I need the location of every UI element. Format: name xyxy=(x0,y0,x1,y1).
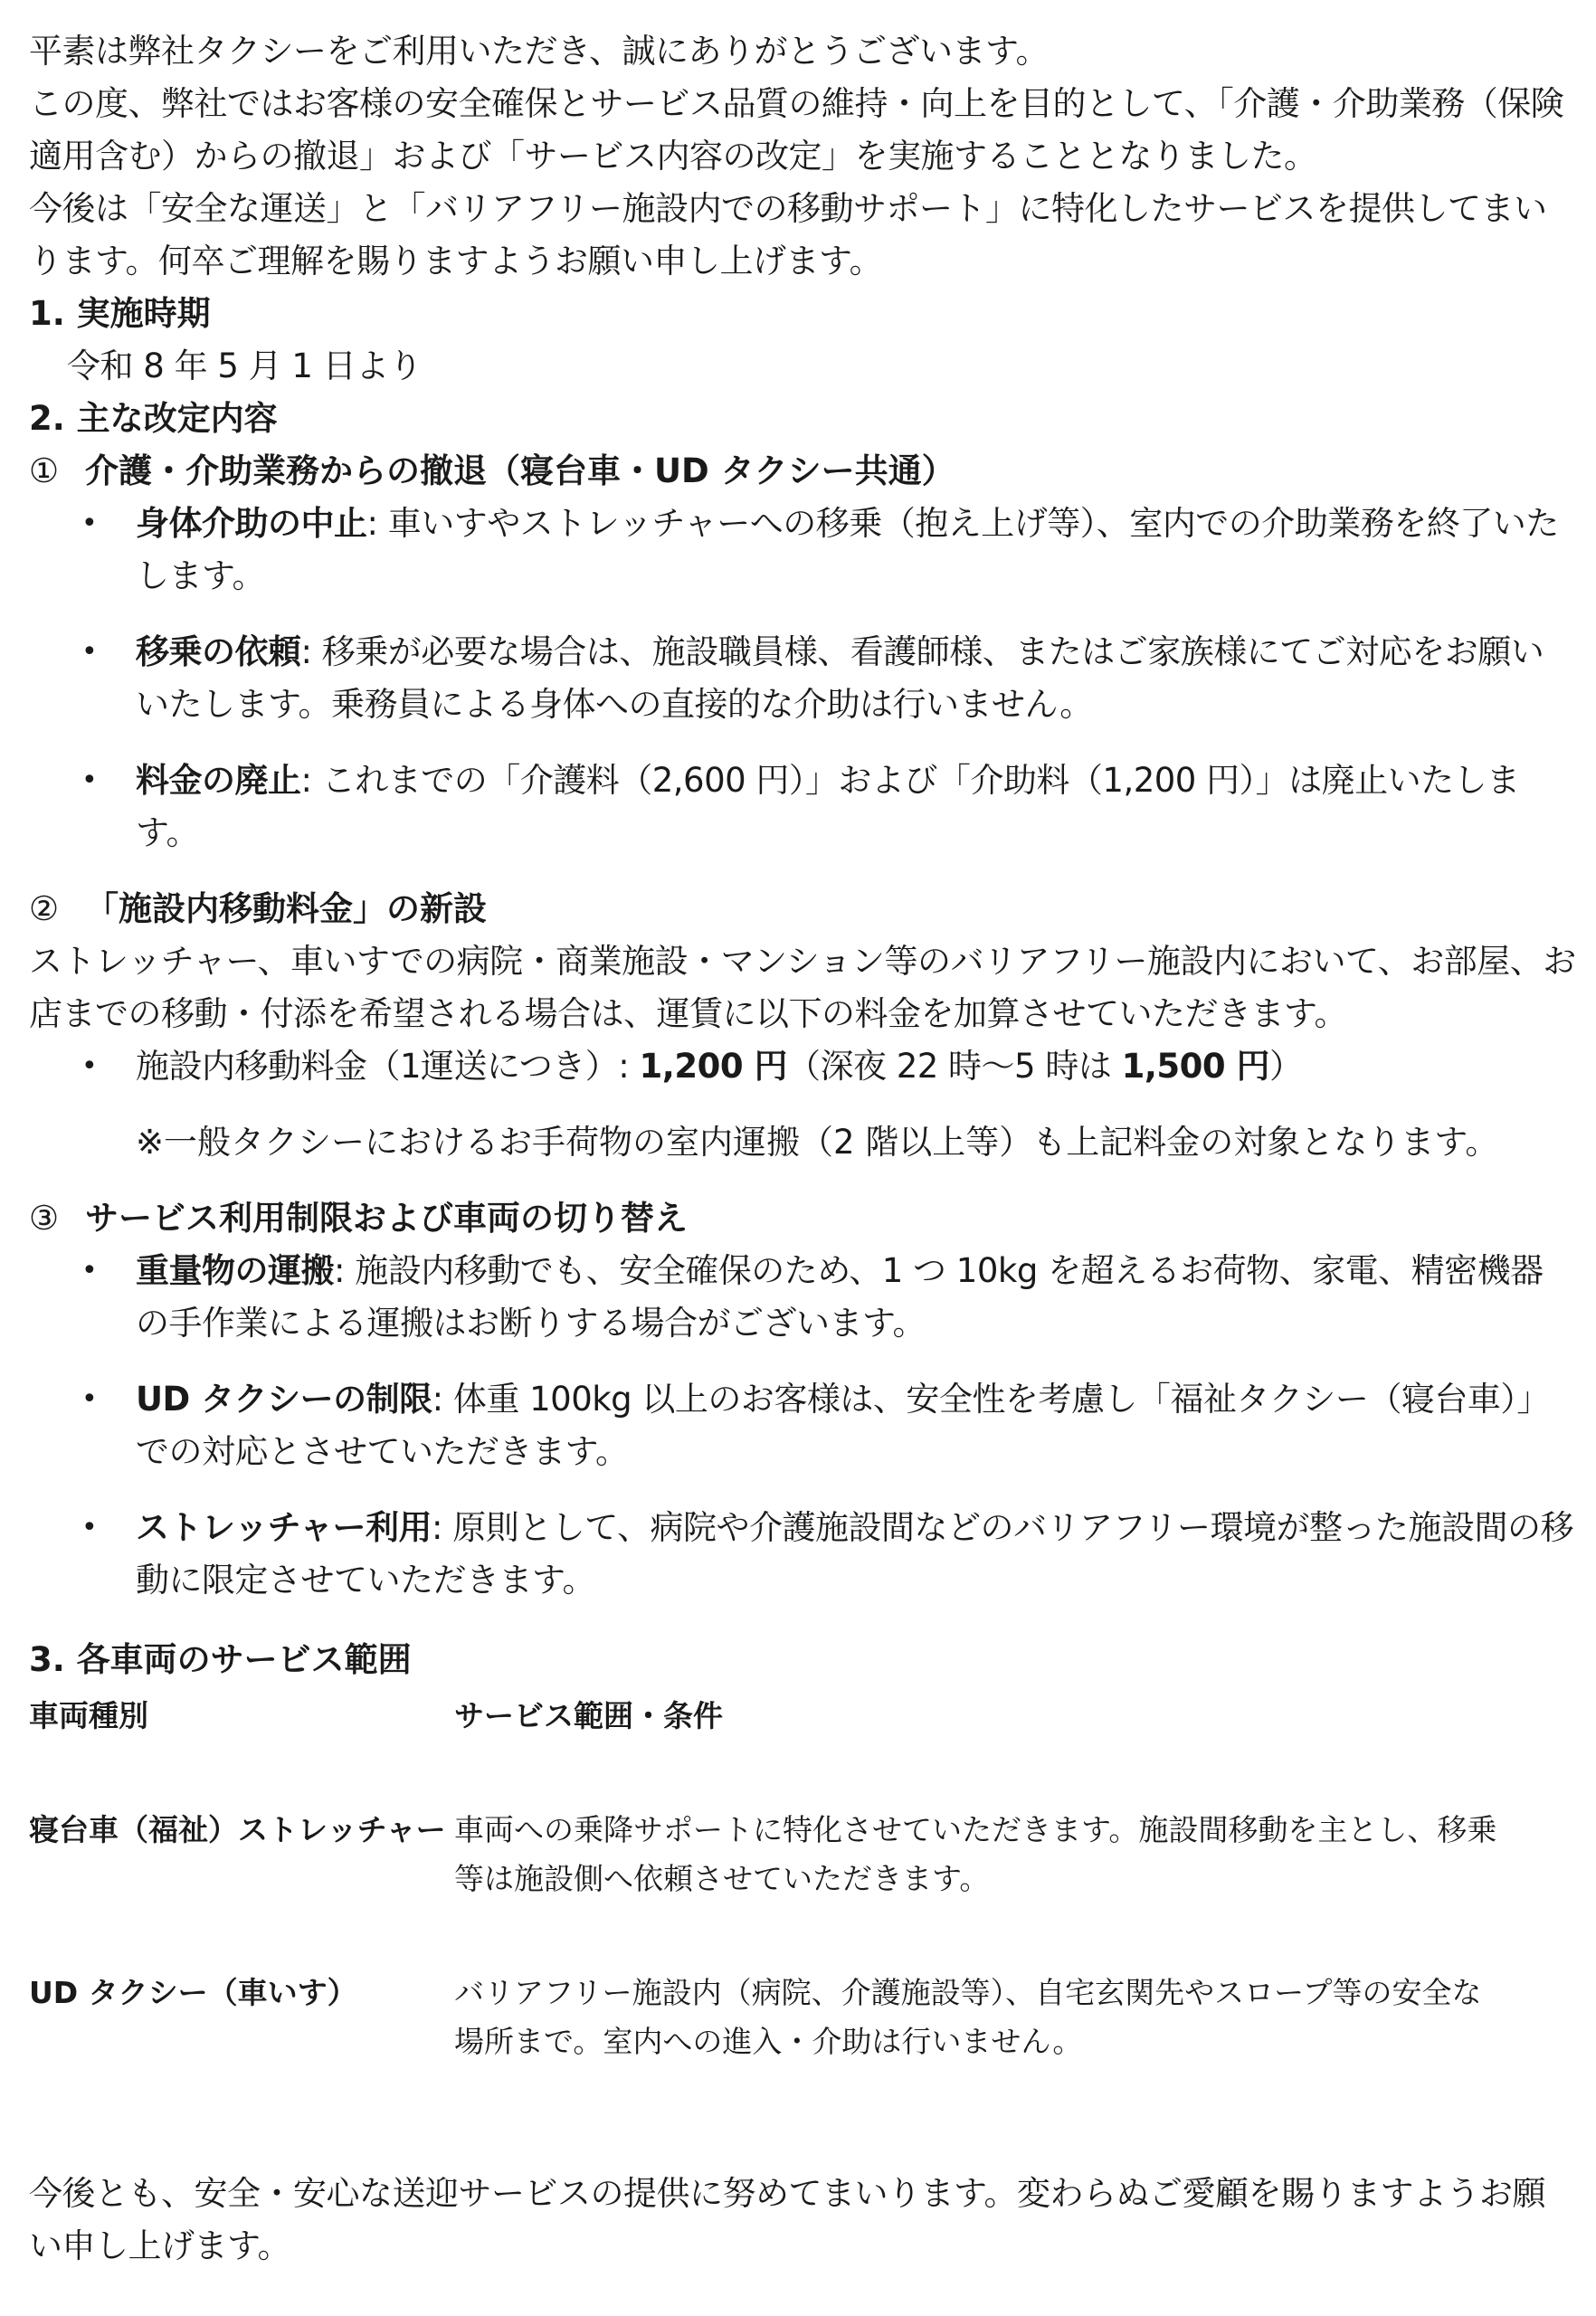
bullet-icon: • xyxy=(81,1383,98,1415)
list-item xyxy=(29,1373,1576,1478)
intro-section xyxy=(29,25,1576,288)
item-text: : 移乗が必要な場合は、施設職員様、看護師様、またはご家族様にてご対応をお願いいたします。乗務員による身体への直接的な介助は行いません。 xyxy=(136,632,1544,724)
item-label: 身体介助の中止 xyxy=(136,504,367,543)
list-item xyxy=(29,626,1576,731)
subsection-1-number: ① xyxy=(29,451,60,490)
vehicle-scope-table xyxy=(29,1692,1540,2131)
table-header-row xyxy=(29,1692,1540,1806)
item-label: 移乗の依頼 xyxy=(136,632,301,671)
fee-end: ） xyxy=(1269,1047,1303,1086)
bullet-icon: • xyxy=(81,1050,98,1082)
section-1-body: 令和 8 年 5 月 1 日より xyxy=(67,346,423,385)
item-label: 重量物の運搬 xyxy=(136,1251,334,1290)
table-row xyxy=(29,1806,1540,1969)
bullet-icon: • xyxy=(81,1512,98,1543)
item-label: UD タクシーの制限 xyxy=(136,1380,432,1419)
scope-line: 車両への乗降サポートに特化させていただきます。施設間移動を主とし、移乗 xyxy=(454,1812,1497,1847)
fee-label: 施設内移動料金（1運送につき）: xyxy=(136,1047,640,1086)
section-2-heading: 2. 主な改定内容 xyxy=(29,399,278,438)
list-item xyxy=(29,498,1576,603)
subsection-2-body: ストレッチャー、車いすでの病院・商業施設・マンション等のバリアフリー施設内において、お部屋、お店までの移動・付添を希望される場合は、運賃に以下の料金を加算させていただきます。 xyxy=(29,942,1576,1033)
fee-item xyxy=(29,1040,1576,1093)
subsection-2-number: ② xyxy=(29,889,60,928)
closing-paragraph: 今後とも、安全・安心な送迎サービスの提供に努めてまいります。変わらぬご愛顧を賜りますようお願い申し上げます。 xyxy=(29,2174,1546,2265)
subsection-2-heading xyxy=(29,883,1576,935)
subsection-3-heading xyxy=(29,1192,1576,1245)
bullet-icon: • xyxy=(81,764,98,796)
item-label: ストレッチャー利用 xyxy=(136,1508,432,1547)
table-row xyxy=(29,1969,1540,2131)
section-1-heading: 1. 実施時期 xyxy=(29,294,211,333)
fee-price: 1,200 円 xyxy=(639,1047,787,1086)
bullet-icon: • xyxy=(81,1255,98,1286)
list-item xyxy=(29,1502,1576,1607)
column-header-vehicle: 車両種別 xyxy=(29,1698,148,1733)
vehicle-cell: UD タクシー（車いす） xyxy=(29,1975,357,2010)
list-item xyxy=(29,1245,1576,1350)
subsection-3-list xyxy=(29,1245,1576,1607)
intro-paragraph-3: 今後は「安全な運送」と「バリアフリー施設内での移動サポート」に特化したサービスを提供してまいります。何卒ご理解を賜りますようお願い申し上げます。 xyxy=(29,189,1547,280)
fee-price-night: 1,500 円 xyxy=(1121,1047,1270,1086)
subsection-1-heading xyxy=(29,445,1576,498)
list-item xyxy=(29,755,1576,859)
fee-mid: （深夜 22 時～5 時は xyxy=(786,1047,1122,1086)
item-label: 料金の廃止 xyxy=(136,761,301,800)
notice-document xyxy=(29,25,1576,2273)
intro-paragraph-1: 平素は弊社タクシーをご利用いただき、誠にありがとうございます。 xyxy=(29,32,1050,71)
column-header-scope: サービス範囲・条件 xyxy=(454,1698,723,1733)
scope-line: バリアフリー施設内（病院、介護施設等）、自宅玄関先やスロープ等の安全な xyxy=(454,1975,1482,2010)
bullet-icon: • xyxy=(81,636,98,668)
subsection-1-title: 介護・介助業務からの撤退（寝台車・UD タクシー共通） xyxy=(85,451,955,490)
section-3-heading: 3. 各車両のサービス範囲 xyxy=(29,1640,412,1679)
item-text: : 車いすやストレッチャーへの移乗（抱え上げ等）、室内での介助業務を終了いたします。 xyxy=(136,504,1559,595)
item-text: : これまでの「介護料（2,600 円）」および「介助料（1,200 円）」は廃止いたします。 xyxy=(136,761,1520,852)
item-text: : 原則として、病院や介護施設間などのバリアフリー環境が整った施設間の移動に限定させていただきます。 xyxy=(136,1508,1574,1599)
item-text: : 施設内移動でも、安全確保のため、1 つ 10kg を超えるお荷物、家電、精密機器の手作業による運搬はお断りする場合がございます。 xyxy=(136,1251,1544,1343)
vehicle-cell: 寝台車（福祉）ストレッチャー xyxy=(29,1812,446,1847)
bullet-icon: • xyxy=(81,508,98,539)
scope-line: 等は施設側へ依頼させていただきます。 xyxy=(454,1861,990,1896)
scope-cell xyxy=(454,1969,1540,2131)
subsection-3-number: ③ xyxy=(29,1199,60,1238)
subsection-1-list xyxy=(29,498,1576,859)
subsection-3-title: サービス利用制限および車両の切り替え xyxy=(85,1199,688,1238)
item-text: : 体重 100kg 以上のお客様は、安全性を考慮し「福祉タクシー（寝台車）」での対応とさせていただきます。 xyxy=(136,1380,1550,1471)
subsection-2-title: 「施設内移動料金」の新設 xyxy=(85,889,487,928)
fee-note: ※一般タクシーにおけるお手荷物の室内運搬（2 階以上等）も上記料金の対象となります。 xyxy=(136,1123,1499,1162)
scope-cell xyxy=(454,1806,1540,1969)
intro-paragraph-2: この度、弊社ではお客様の安全確保とサービス品質の維持・向上を目的として、「介護・介助業務（保険適用含む）からの撤退」および「サービス内容の改定」を実施することとなりました。 xyxy=(29,84,1564,176)
scope-line: 場所まで。室内への進入・介助は行いません。 xyxy=(454,2024,1083,2059)
